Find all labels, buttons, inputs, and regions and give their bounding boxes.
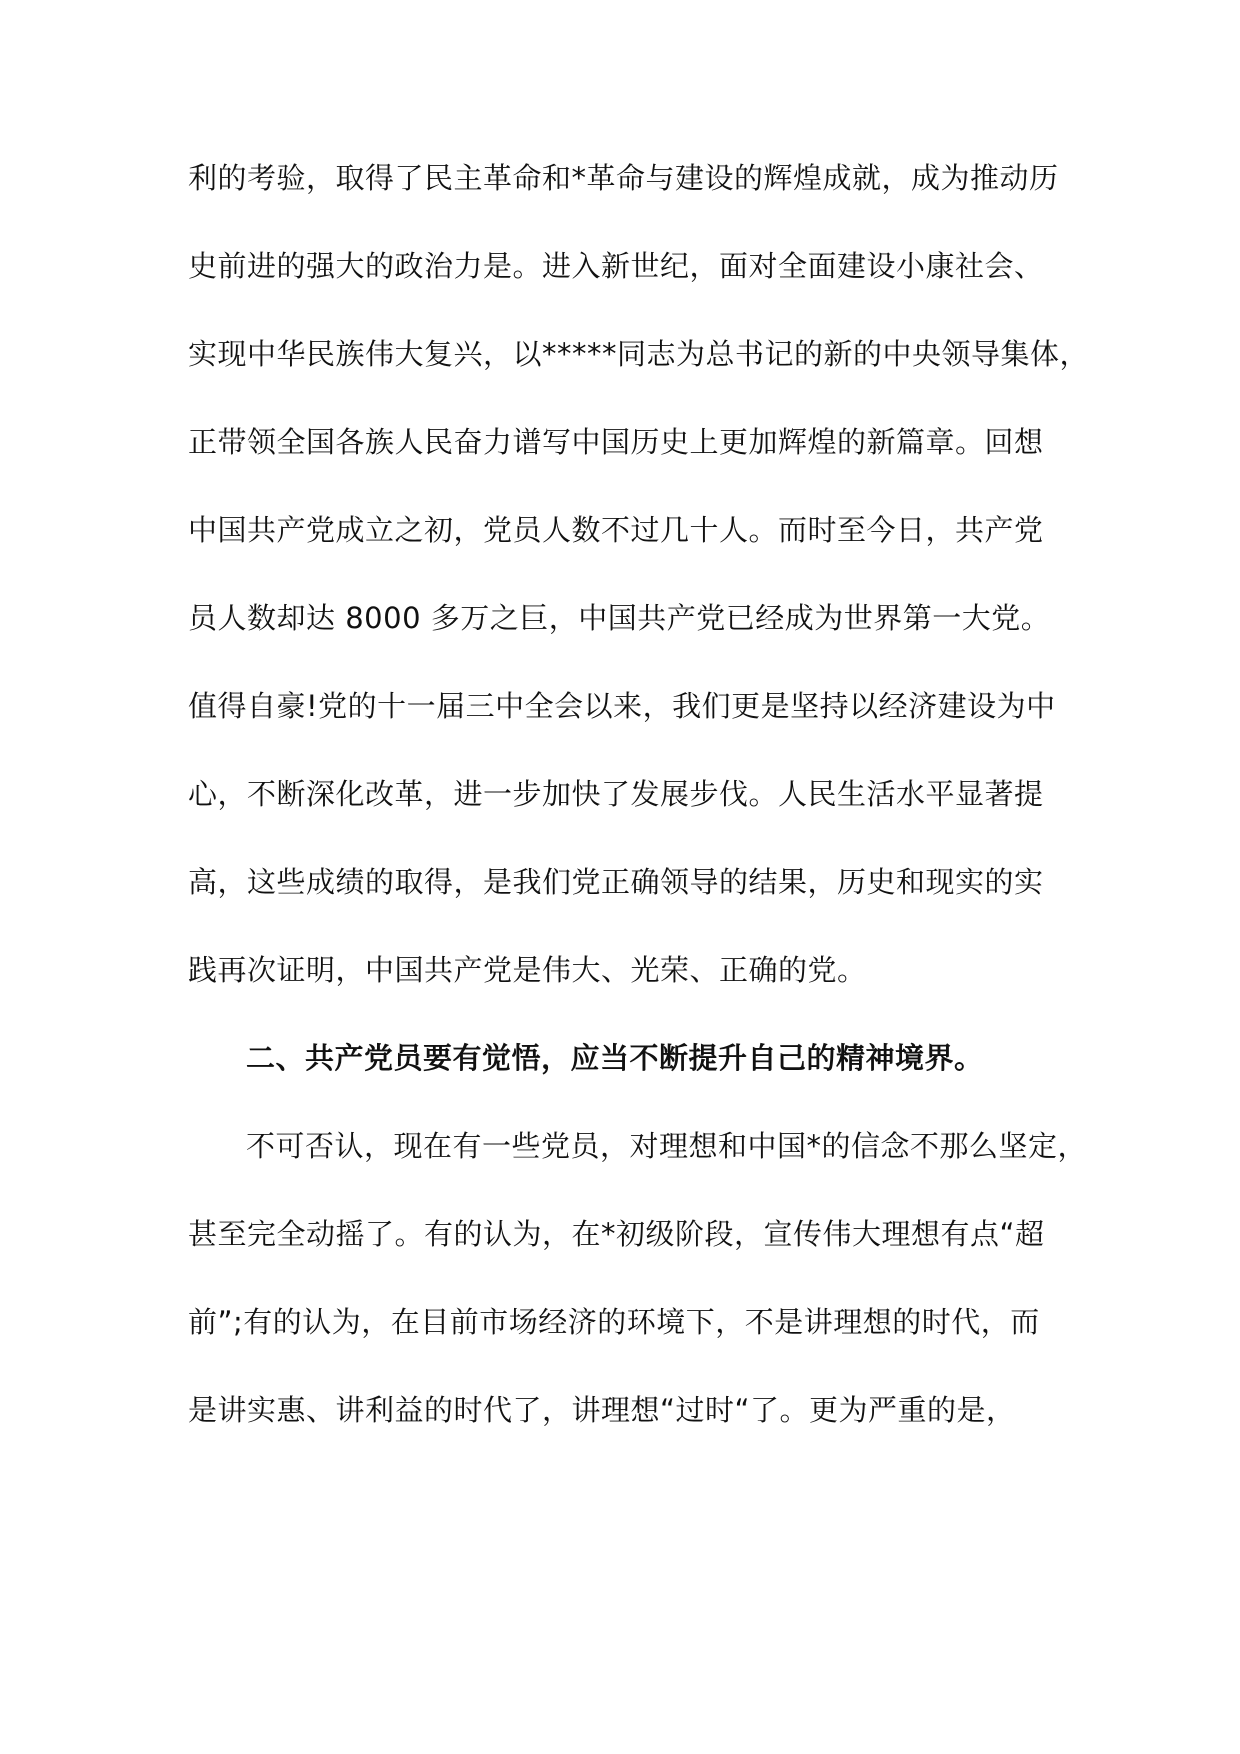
paragraph-line: 是讲实惠、讲利益的时代了，讲理想“过时“了。更为严重的是， [188,1393,1016,1427]
paragraph-line: 史前进的强大的政治力是。进入新世纪，面对全面建设小康社会、 [188,249,1044,283]
paragraph-line: 高，这些成绩的取得，是我们党正确领导的结果，历史和现实的实 [188,865,1044,899]
paragraph-line: 心，不断深化改革，进一步加快了发展步伐。人民生活水平显著提 [188,777,1044,811]
paragraph-line: 不可否认，现在有一些党员，对理想和中国*的信念不那么坚定， [246,1129,1088,1163]
paragraph-line: 前”;有的认为，在目前市场经济的环境下，不是讲理想的时代，而 [188,1305,1040,1339]
paragraph-line: 值得自豪!党的十一届三中全会以来，我们更是坚持以经济建设为中 [188,689,1056,723]
paragraph-line: 利的考验，取得了民主革命和*革命与建设的辉煌成就，成为推动历 [188,161,1059,195]
paragraph-line: 实现中华民族伟大复兴，以*****同志为总书记的新的中央领导集体， [188,337,1090,371]
paragraph-line: 中国共产党成立之初，党员人数不过几十人。而时至今日，共产党 [188,513,1044,547]
section-heading: 二、共产党员要有觉悟，应当不断提升自己的精神境界。 [246,1041,984,1075]
paragraph-line: 践再次证明，中国共产党是伟大、光荣、正确的党。 [188,953,867,987]
paragraph-line: 正带领全国各族人民奋力谱写中国历史上更加辉煌的新篇章。回想 [188,425,1044,459]
paragraph-line: 员人数却达 8000 多万之巨，中国共产党已经成为世界第一大党。 [188,601,1051,635]
paragraph-line: 甚至完全动摇了。有的认为，在*初级阶段，宣传伟大理想有点“超 [188,1217,1045,1251]
